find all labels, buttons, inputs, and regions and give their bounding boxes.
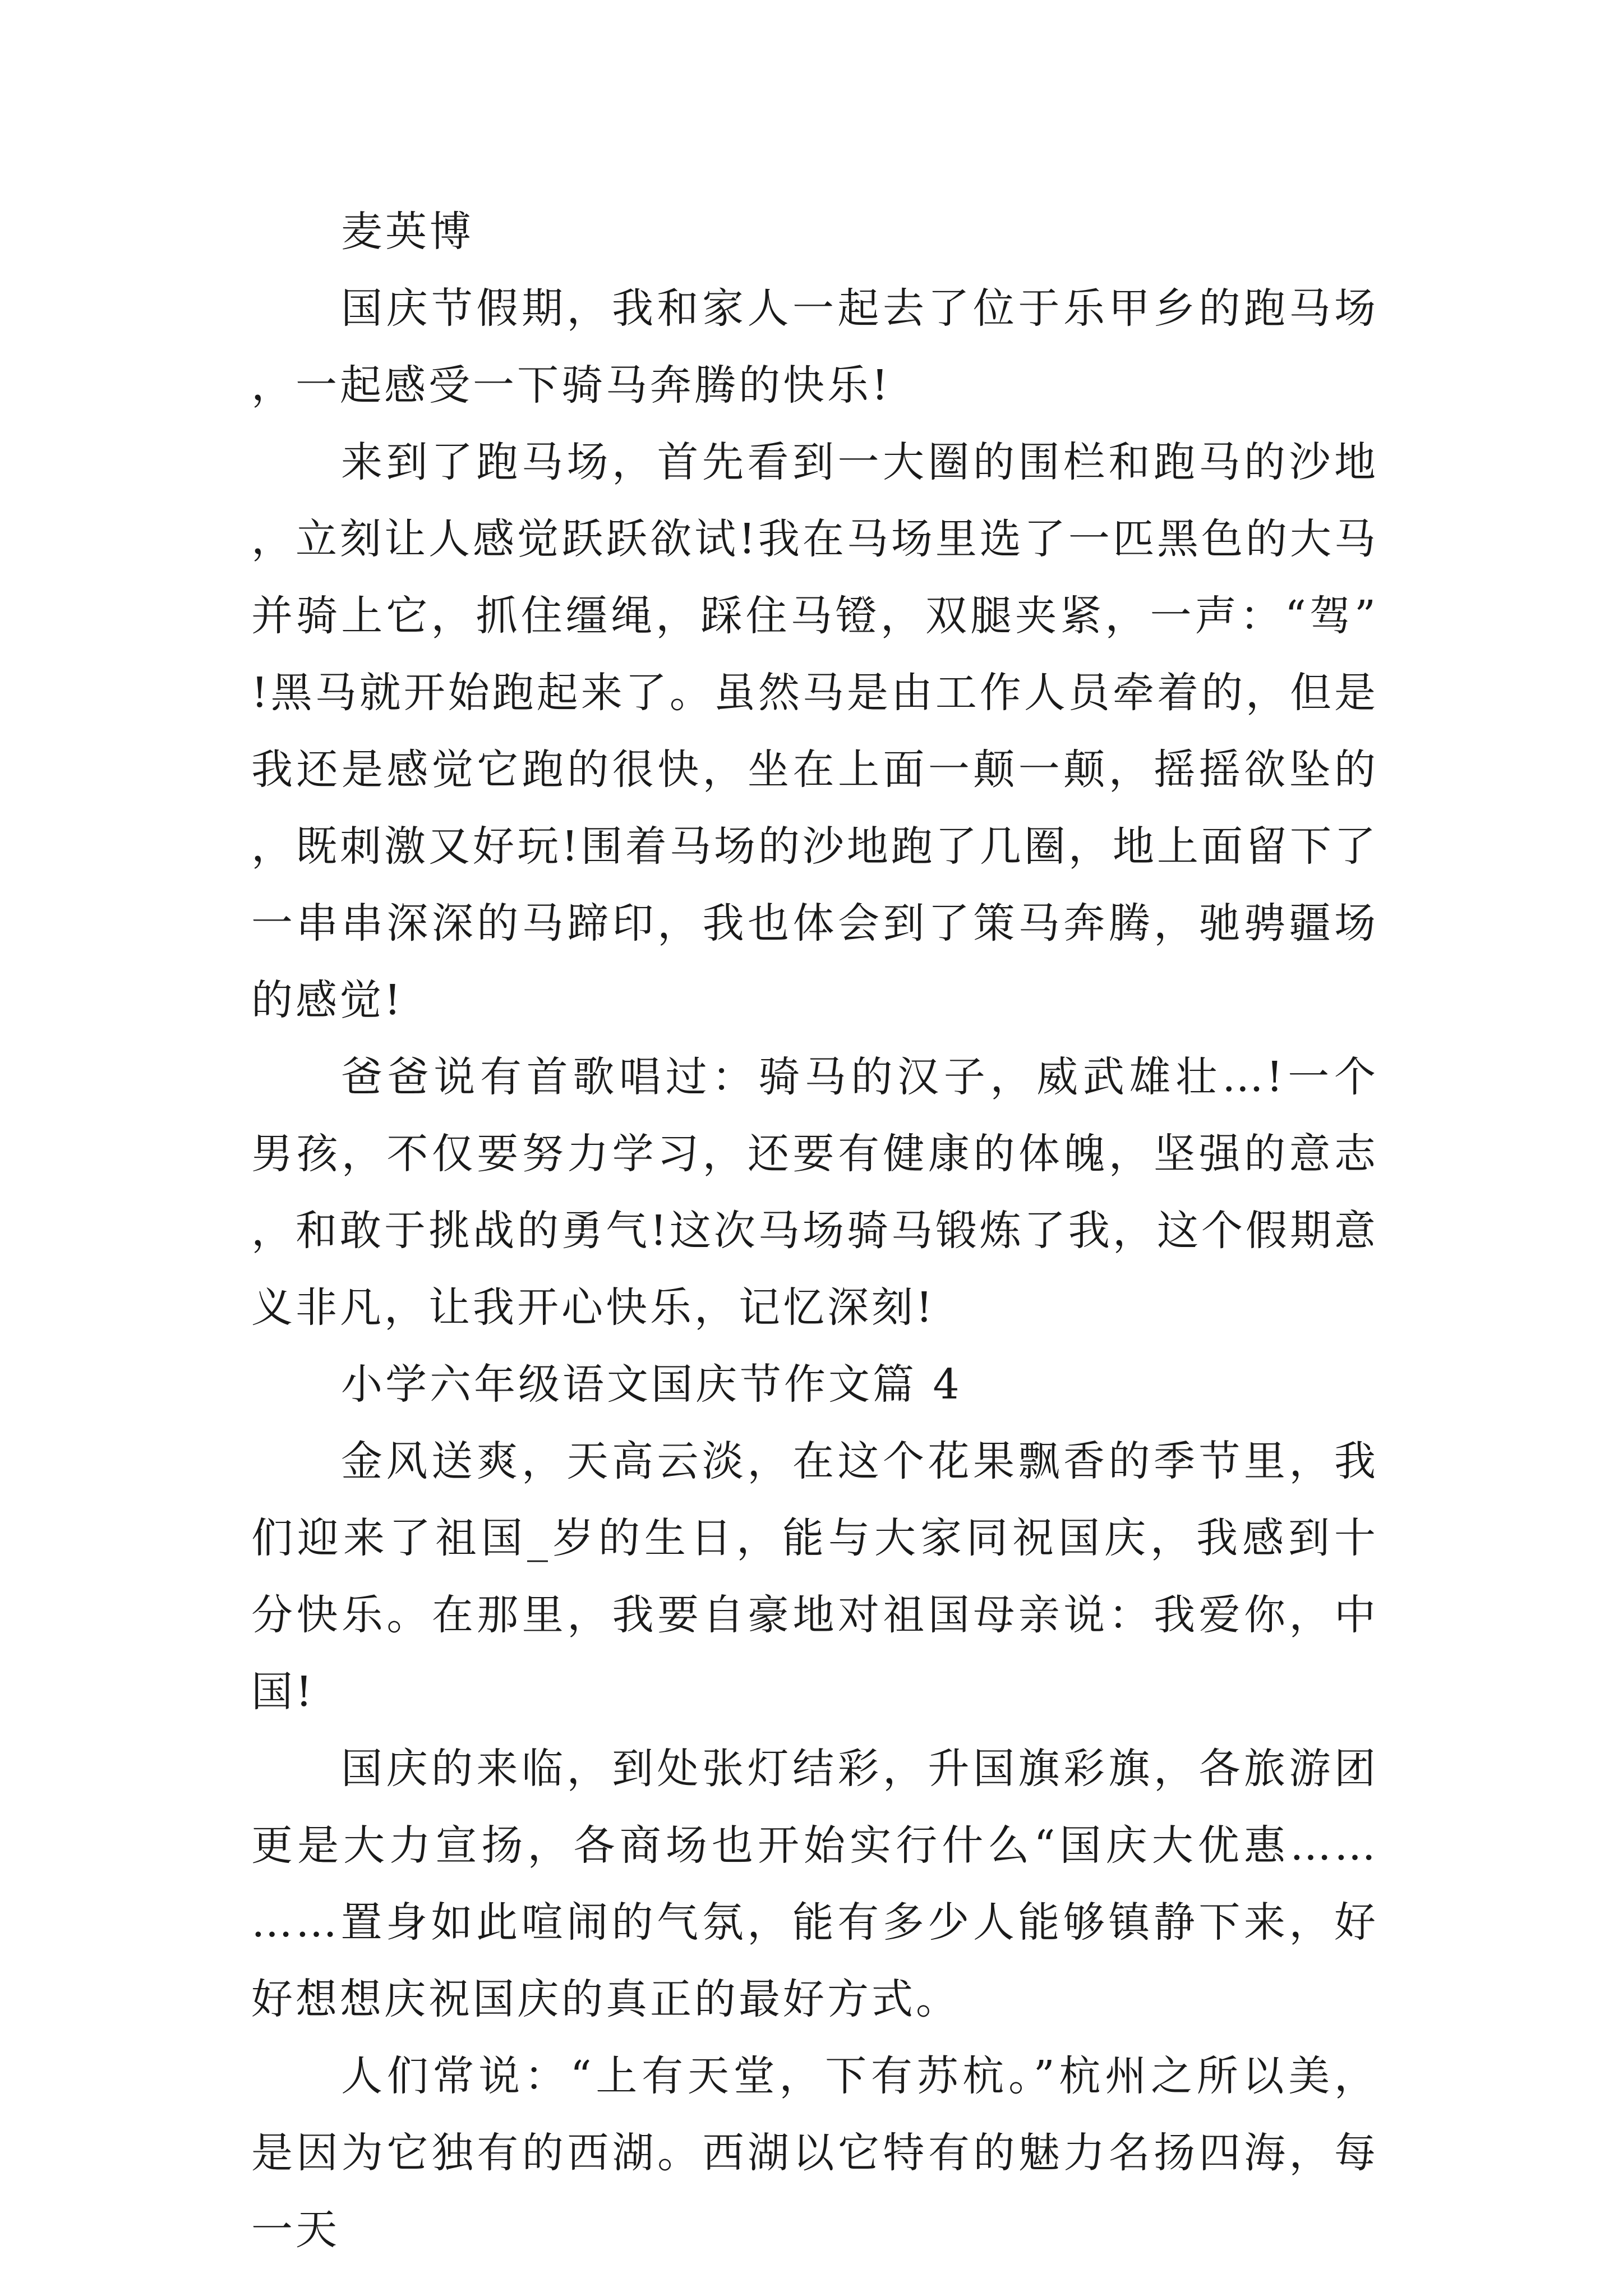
essay-body [251, 194, 1378, 2269]
paragraph-1: 国庆节假期，我和家人一起去了位于乐甲乡的跑马场，一起感受一下骑马奔腾的快乐! [251, 284, 1378, 409]
paragraph-5: 国庆的来临，到处张灯结彩，升国旗彩旗，各旅游团更是大力宣扬，各商场也开始实行什么“国庆大优惠…………置身如此喧闹的气氛，能有多少人能够镇静下来，好好想想庆祝国庆的真正的最好方式。 [251, 1745, 1378, 2023]
section-heading: 小学六年级语文国庆节作文篇 4 [341, 1360, 962, 1409]
paragraph-2: 来到了跑马场，首先看到一大圈的围栏和跑马的沙地，立刻让人感觉跃跃欲试!我在马场里选了一匹黑色的大马并骑上它，抓住缰绳，踩住马镫，双腿夹紧，一声：“驾”!黑马就开始跑起来了。虽然马是由工作人员牵着的，但是我还是感觉它跑的很快，坐在上面一颠一颠，摇摇欲坠的，既刺激又好玩!围着马场的沙地跑了几圈，地上面留下了一串串深深的马蹄印，我也体会到了策马奔腾，驰骋疆场的感觉! [251, 438, 1378, 1024]
paragraph-4: 金风送爽，天高云淡，在这个花果飘香的季节里，我们迎来了祖国_岁的生日，能与大家同祝国庆，我感到十分快乐。在那里，我要自豪地对祖国母亲说：我爱你，中国! [251, 1437, 1378, 1716]
paragraph-6: 人们常说：“上有天堂，下有苏杭。”杭州之所以美，是因为它独有的西湖。西湖以它特有的魅力名扬四海，每一天 [251, 2052, 1378, 2254]
author-line: 麦英博 [341, 208, 474, 256]
paragraph-3: 爸爸说有首歌唱过：骑马的汉子，威武雄壮…!一个男孩，不仅要努力学习，还要有健康的体魄，坚强的意志，和敢于挑战的勇气!这次马场骑马锻炼了我，这个假期意义非凡，让我开心快乐，记忆深刻! [251, 1053, 1378, 1332]
